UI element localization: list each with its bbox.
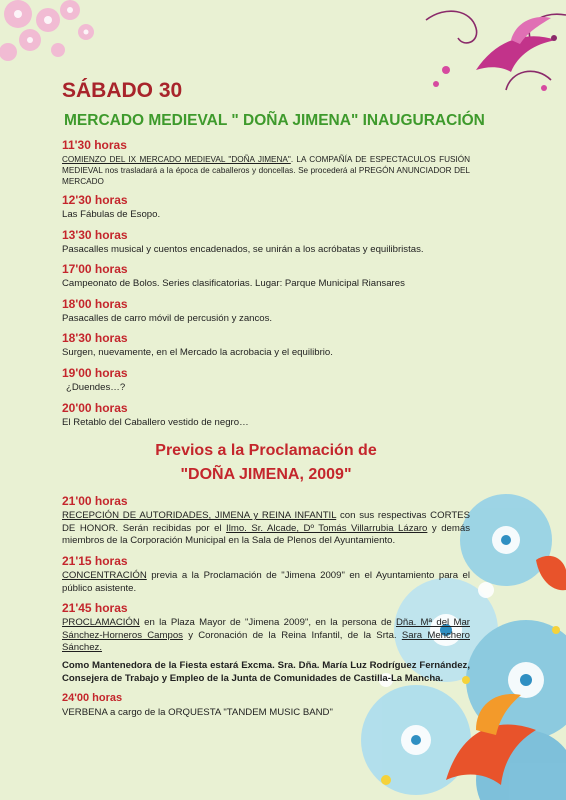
underlined-text: PROCLAMACIÓN	[62, 617, 140, 629]
schedule-description: El Retablo del Caballero vestido de negro…	[62, 416, 249, 428]
schedule-time: 11'30 horas	[62, 138, 127, 152]
description-text: previa a la Proclamación de "Jimena 2009" en el Ayuntamiento para el público asistente.	[62, 569, 470, 594]
section-heading-line: "DOÑA JIMENA, 2009"	[180, 466, 352, 484]
schedule-description	[62, 510, 470, 548]
schedule-time: 24'00 horas	[62, 692, 123, 705]
schedule-description	[62, 570, 470, 595]
program-content	[62, 78, 485, 720]
description-text: y demás miembros de la Corporación Municipal en la Sala de Plenos del Ayuntamiento.	[62, 522, 470, 547]
underlined-text: COMIENZO DEL IX MERCADO MEDIEVAL "DOÑA JIMENA"	[62, 155, 291, 164]
description-text: en la Plaza Mayor de "Jimena 2009", en la persona de	[139, 617, 396, 629]
flower-decoration-icon	[0, 0, 110, 80]
schedule-time: 13'30 horas	[62, 227, 128, 242]
schedule-description: Campeonato de Bolos. Series clasificatorias. Lugar: Parque Municipal Riansares	[62, 278, 405, 290]
underlined-text: Ilmo. Sr. Alcade, Dº Tomás Villarrubia Lázaro	[226, 522, 428, 534]
schedule-description	[62, 154, 470, 187]
schedule-description: ¿Duendes…?	[66, 381, 126, 393]
underlined-text: RECEPCIÓN DE AUTORIDADES, JIMENA y REINA INFANTIL	[62, 510, 337, 522]
description-text: . LA COMPAÑÍA DE ESPECTACULOS FUSIÓN MEDIEVAL nos trasladará a la época de caballeros y doncellas. Se procederá al PREGÓN ANUNCIADOR DEL MERCADO	[62, 155, 470, 186]
description-text: con sus respectivas CORTES DE HONOR. Serán recibidas por el	[62, 510, 470, 534]
schedule-time: 18'00 horas	[62, 296, 128, 311]
bold-announcement: Como Mantenedora de la Fiesta estará Excma. Sra. Dña. María Luz Rodríguez Fernández, Consejera de Trabajo y Empleo de la Junta de Comunidades de Castilla-La Mancha.	[62, 659, 470, 684]
schedule-description: Las Fábulas de Esopo.	[62, 209, 161, 220]
schedule-description: Surgen, nuevamente, en el Mercado la acrobacia y el equilibrio.	[62, 347, 333, 359]
section-heading	[62, 439, 470, 487]
schedule-time: 21'45 horas	[62, 601, 128, 616]
schedule-time: 21'00 horas	[62, 494, 128, 509]
schedule-time: 20'00 horas	[62, 400, 128, 415]
schedule-description: Pasacalles de carro móvil de percusión y zancos.	[62, 312, 273, 324]
underlined-text: Dña. Mª del Mar Sánchez-Horneros Campos	[62, 617, 470, 641]
schedule-description: Pasacalles musical y cuentos encadenados, se unirán a los acróbatas y equilibristas.	[62, 243, 424, 255]
day-heading: SÁBADO 30	[62, 79, 183, 102]
schedule-time: 18'30 horas	[62, 331, 128, 346]
schedule-time: 19'00 horas	[62, 365, 128, 380]
section-heading-line: Previos a la Proclamación de	[155, 442, 377, 460]
underlined-text: CONCENTRACIÓN	[62, 569, 147, 581]
description-text: y Coronación de la Reina Infantil, de la Srta.	[182, 629, 402, 641]
schedule-time: 12'30 horas	[62, 193, 128, 207]
schedule-description	[62, 617, 470, 655]
schedule-time: 21'15 horas	[62, 553, 128, 568]
underlined-text: Sara Menchero Sánchez.	[62, 629, 470, 654]
event-title: MERCADO MEDIEVAL " DOÑA JIMENA" INAUGURACIÓN	[64, 112, 485, 129]
schedule-time: 17'00 horas	[62, 262, 128, 277]
schedule-description: VERBENA a cargo de la ORQUESTA "TANDEM MUSIC BAND"	[62, 707, 333, 719]
